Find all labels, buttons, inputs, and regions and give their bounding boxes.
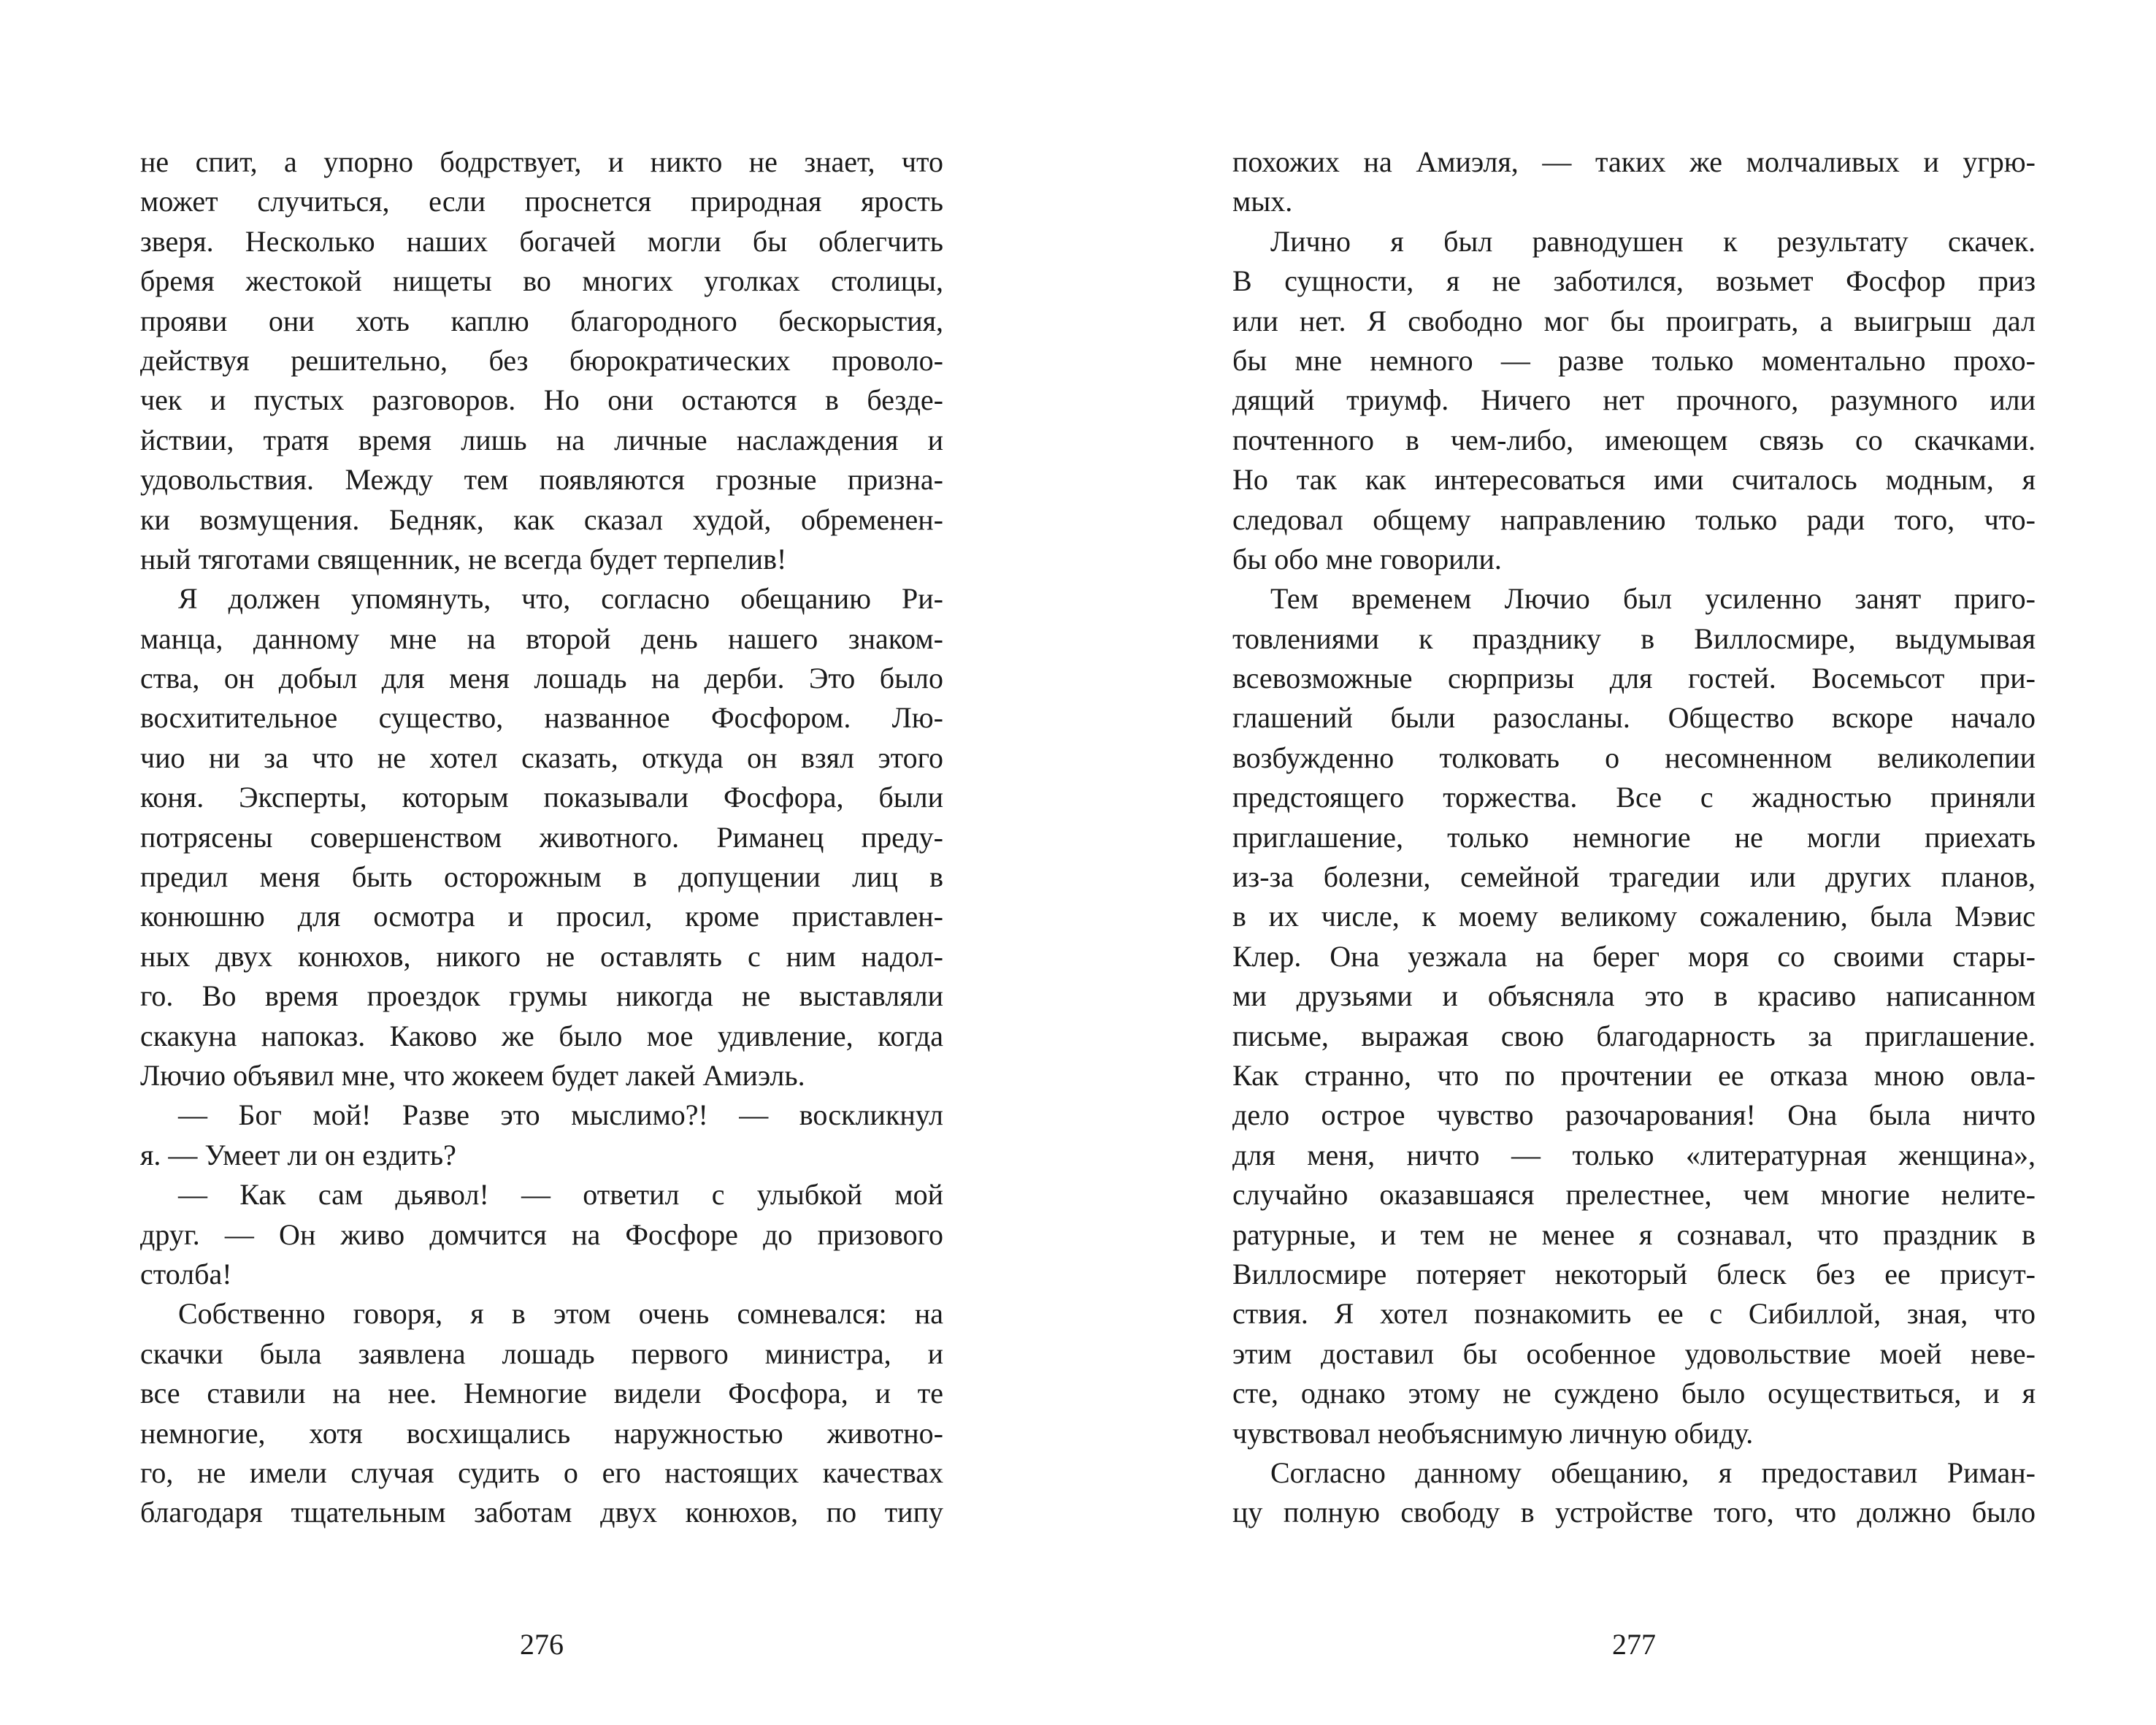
text-line: бремя жестокой нищеты во многих уголках столицы, — [140, 264, 943, 298]
text-line: ки возмущения. Бедняк, как сказал худой, обременен- — [140, 502, 943, 536]
text-line: я. — Умеет ли он ездить? — [140, 1138, 456, 1171]
text-line: Как странно, что по прочтении ее отказа мною овла- — [1232, 1058, 2036, 1092]
text-line: может случиться, если проснется природная ярость — [140, 185, 943, 218]
text-line: потрясены совершенством животного. Риманец преду- — [140, 820, 943, 854]
text-line: — Как сам дьявол! — ответил с улыбкой мой — [178, 1178, 943, 1212]
text-line: чек и пустых разговоров. Но они остаются в безде- — [140, 383, 943, 417]
text-line: почтенного в чем-либо, имеющем связь со скачками. — [1232, 423, 2036, 456]
text-line: ми друзьями и объясняла это в красиво написанном — [1232, 979, 2036, 1013]
text-line: го. Во время проездок грумы никогда не выставляли — [140, 979, 943, 1013]
text-line: ных двух конюхов, никого не оставлять с ним надол- — [140, 939, 943, 973]
text-line: цу полную свободу в устройстве того, что должно было — [1232, 1496, 2036, 1529]
text-line: конюшню для осмотра и просил, кроме приставлен- — [140, 900, 943, 933]
left-page-text — [140, 142, 943, 1533]
text-line: из-за болезни, семейной трагедии или других планов, — [1232, 860, 2036, 894]
text-line: не спит, а упорно бодрствует, и никто не знает, что — [140, 145, 943, 178]
text-line: удовольствия. Между тем появляются грозные призна- — [140, 463, 943, 497]
text-line: Клер. Она уезжала на берег моря со своими стары- — [1232, 939, 2036, 973]
text-line: возбужденно толковать о несомненном великолепии — [1232, 741, 2036, 774]
text-line: немногие, хотя восхищались наружностью животно- — [140, 1416, 943, 1450]
text-line: действуя решительно, без бюрократических проволо- — [140, 343, 943, 377]
text-line: товлениями к празднику в Виллосмире, выдумывая — [1232, 621, 2036, 655]
text-line: го, не имели случая судить о его настоящих качествах — [140, 1456, 943, 1489]
text-line: Согласно данному обещанию, я предоставил Риман- — [1270, 1456, 2036, 1489]
text-line: бы мне немного — разве только моментально прохо- — [1232, 343, 2036, 377]
text-line: Но так как интересоваться ими считалось модным, я — [1232, 463, 2036, 497]
text-line: дело острое чувство разочарования! Она была ничто — [1232, 1098, 2036, 1132]
text-line: предстоящего торжества. Все с жадностью приняли — [1232, 781, 2036, 814]
text-line: коня. Эксперты, которым показывали Фосфора, были — [140, 781, 943, 814]
text-line: восхитительное существо, названное Фосфором. Лю- — [140, 701, 943, 735]
text-line: ратурные, и тем не менее я сознавал, что праздник в — [1232, 1217, 2036, 1251]
text-line: случайно оказавшаяся прелестнее, чем многие нелите- — [1232, 1178, 2036, 1212]
text-line: столба! — [140, 1257, 232, 1290]
text-line: мых. — [1232, 185, 1293, 218]
text-line: — Бог мой! Разве это мыслимо?! — воскликнул — [178, 1098, 943, 1132]
text-line: скакуна напоказ. Каково же было мое удивление, когда — [140, 1019, 943, 1052]
text-line: для меня, ничто — только «литературная женщина», — [1232, 1138, 2036, 1171]
text-line: ствия. Я хотел познакомить ее с Сибиллой, зная, что — [1232, 1297, 2036, 1331]
text-line: глашений были разосланы. Общество вскоре начало — [1232, 701, 2036, 735]
text-line: чио ни за что не хотел сказать, откуда он взял этого — [140, 741, 943, 774]
text-line: ный тяготами священник, не всегда будет терпелив! — [140, 542, 787, 575]
left-page-number: 276 — [520, 1628, 564, 1661]
text-line: чувствовал необъяснимую личную обиду. — [1232, 1416, 1754, 1450]
text-line: Лично я был равнодушен к результату скачек. — [1270, 224, 2036, 258]
text-line: Виллосмире потеряет некоторый блеск без ее присут- — [1232, 1257, 2036, 1290]
text-line: манца, данному мне на второй день нашего знаком- — [140, 621, 943, 655]
right-page — [1078, 0, 2156, 1725]
right-page-text — [1232, 142, 2036, 1533]
text-line: дящий триумф. Ничего нет прочного, разумного или — [1232, 383, 2036, 417]
text-line: йствии, тратя время лишь на личные наслаждения и — [140, 423, 943, 456]
text-line: бы обо мне говорили. — [1232, 542, 1502, 575]
text-line: Я должен упомянуть, что, согласно обещанию Ри- — [178, 582, 943, 616]
text-line: Лючио объявил мне, что жокеем будет лакей Амиэль. — [140, 1058, 805, 1092]
text-line: предил меня быть осторожным в допущении лиц в — [140, 860, 943, 894]
text-line: скачки была заявлена лошадь первого министра, и — [140, 1336, 943, 1370]
right-page-number: 277 — [1612, 1628, 1656, 1661]
text-line: приглашение, только немногие не могли приехать — [1232, 820, 2036, 854]
text-line: в их числе, к моему великому сожалению, была Мэвис — [1232, 900, 2036, 933]
text-line: зверя. Несколько наших богачей могли бы облегчить — [140, 224, 943, 258]
text-line: всевозможные сюрпризы для гостей. Восемьсот при- — [1232, 662, 2036, 695]
text-line: благодаря тщательным заботам двух конюхов, по типу — [140, 1496, 943, 1529]
text-line: похожих на Амиэля, — таких же молчаливых и угрю- — [1232, 145, 2036, 178]
text-line: письме, выражая свою благодарность за приглашение. — [1232, 1019, 2036, 1052]
text-line: сте, однако этому не суждено было осуществиться, и я — [1232, 1377, 2036, 1410]
text-line: друг. — Он живо домчится на Фосфоре до призового — [140, 1217, 943, 1251]
text-line: все ставили на нее. Немногие видели Фосфора, и те — [140, 1377, 943, 1410]
text-line: ства, он добыл для меня лошадь на дерби. Это было — [140, 662, 943, 695]
text-line: прояви они хоть каплю благородного бескорыстия, — [140, 304, 943, 337]
text-line: Тем временем Лючио был усиленно занят приго- — [1270, 582, 2036, 616]
text-line: следовал общему направлению только ради того, что- — [1232, 502, 2036, 536]
text-line: или нет. Я свободно мог бы проиграть, а выигрыш дал — [1232, 304, 2036, 337]
text-line: В сущности, я не заботился, возьмет Фосфор приз — [1232, 264, 2036, 298]
text-line: этим доставил бы особенное удовольствие моей неве- — [1232, 1336, 2036, 1370]
text-line: Собственно говоря, я в этом очень сомневался: на — [178, 1297, 943, 1331]
